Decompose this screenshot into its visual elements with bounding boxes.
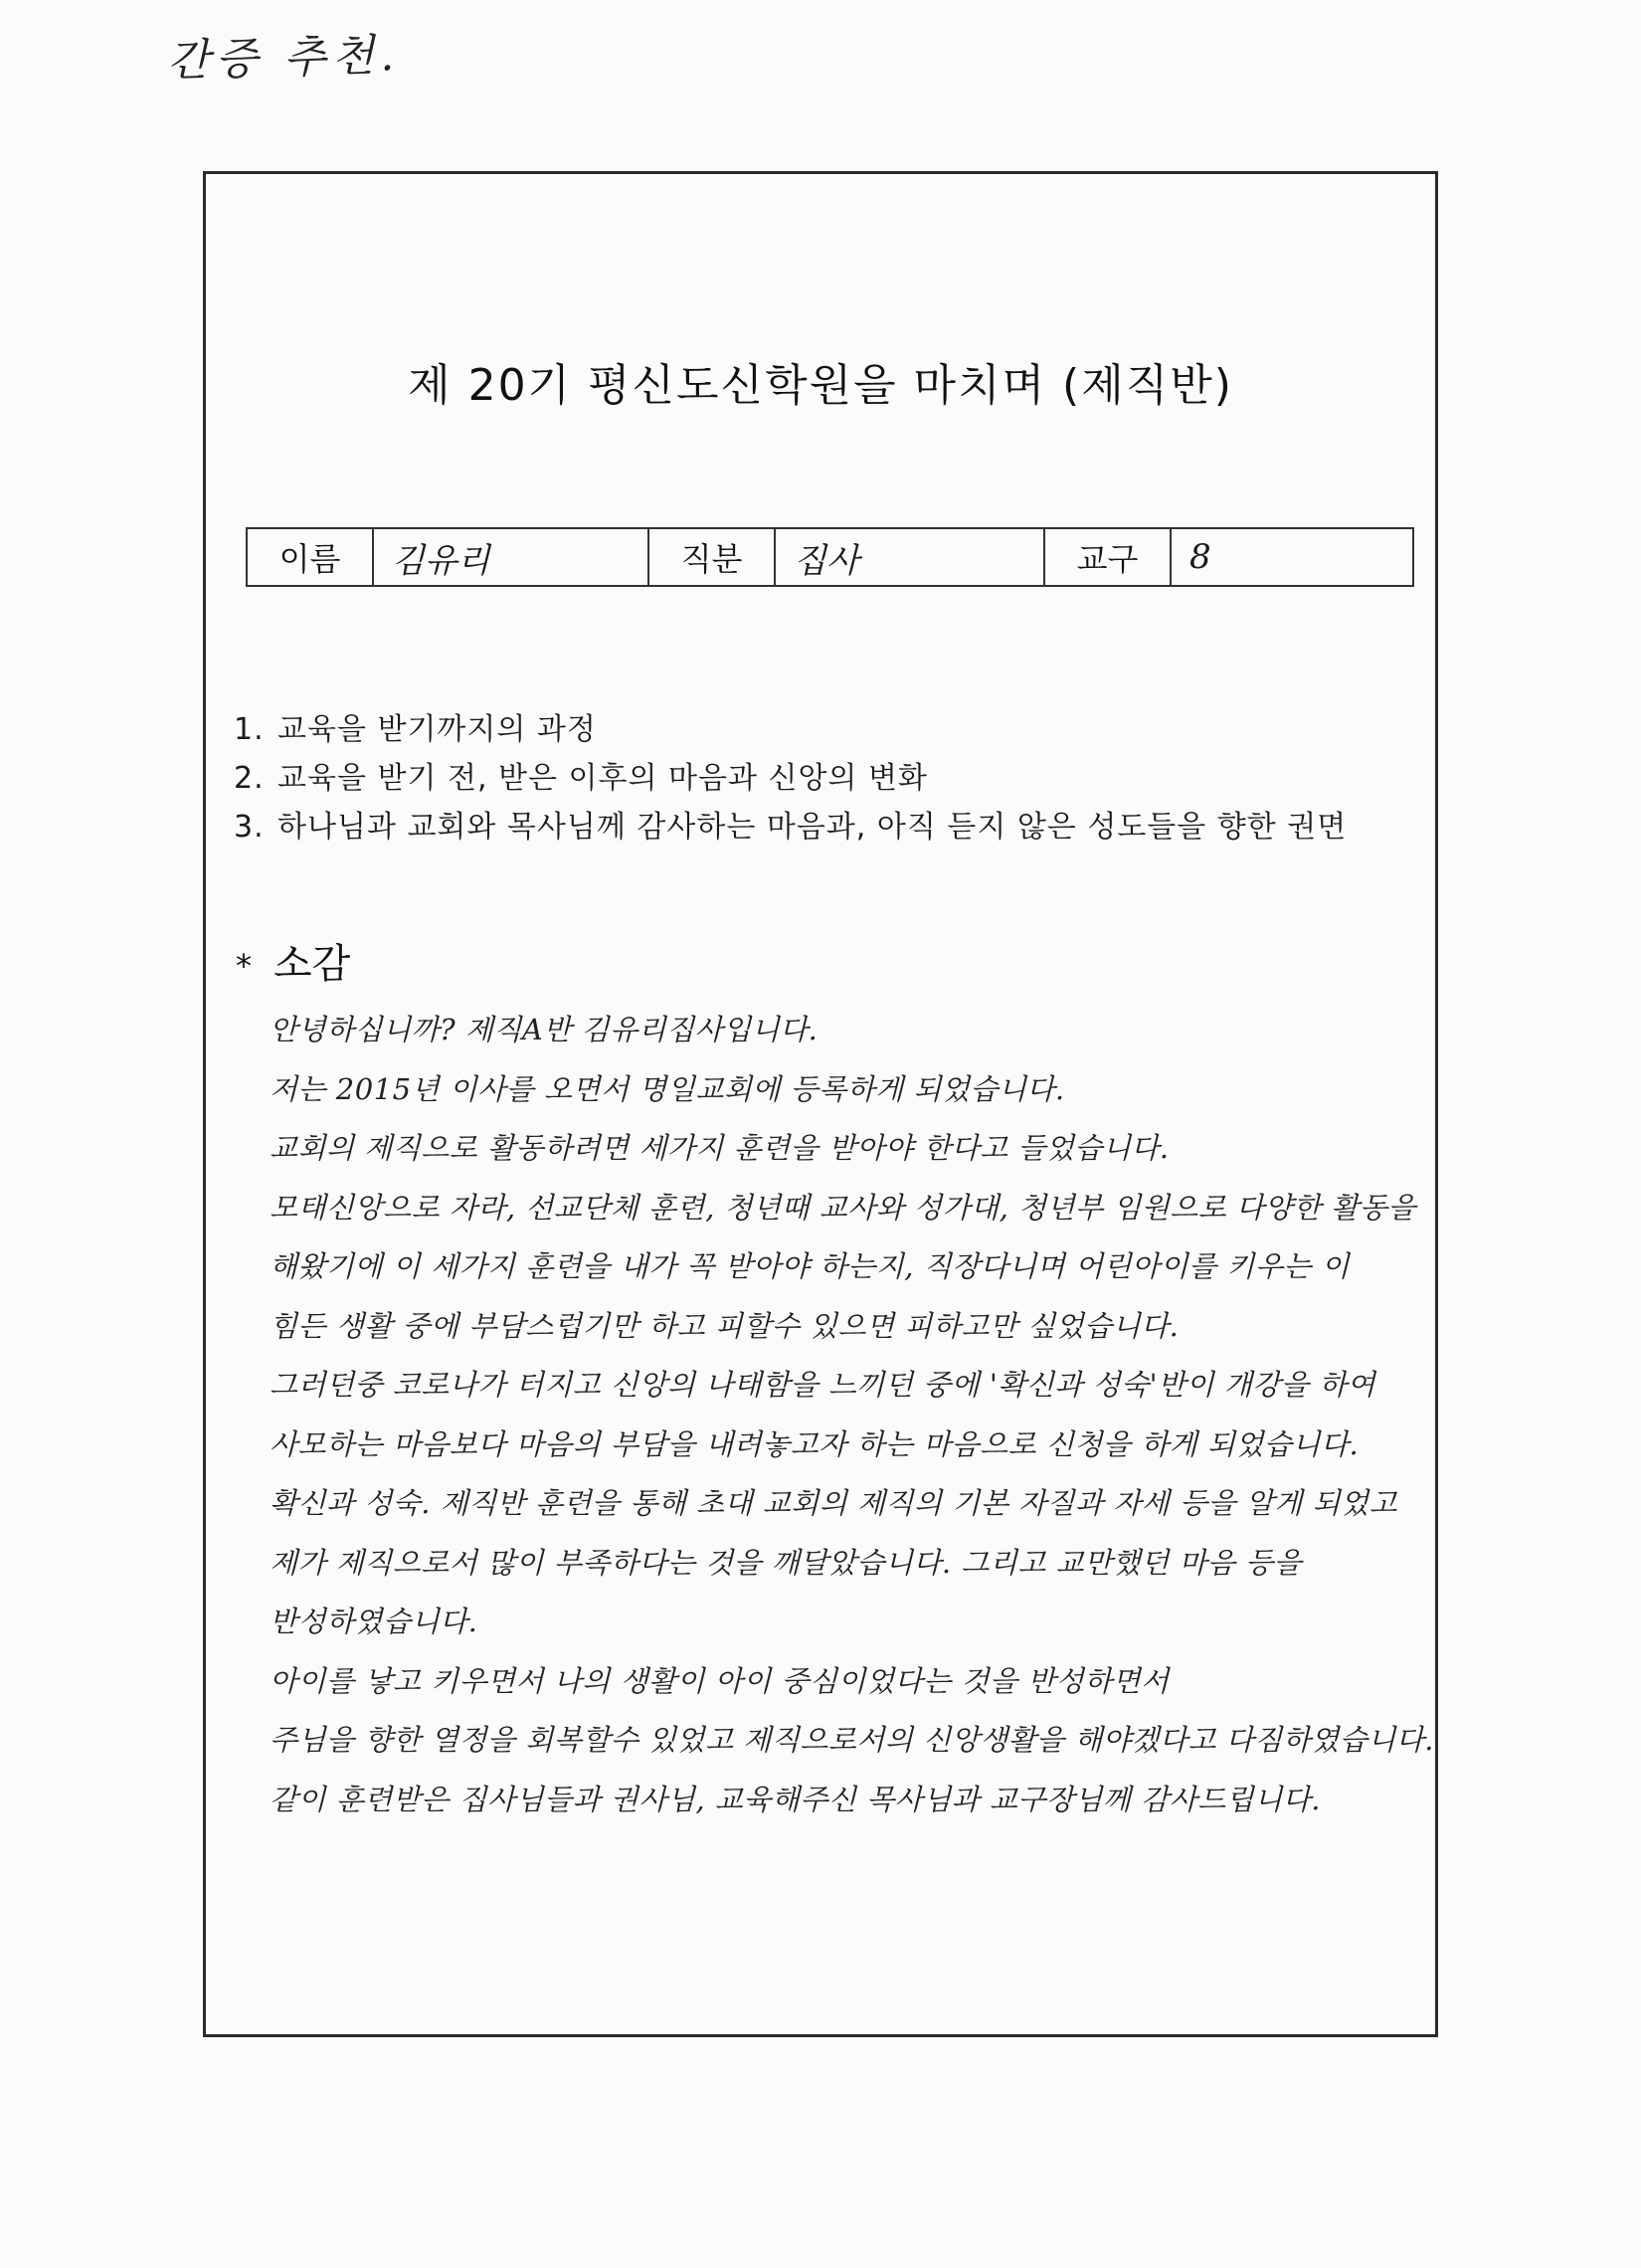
name-value: 김유리	[373, 528, 648, 586]
question-text: 교육을 받기 전, 받은 이후의 마음과 신앙의 변화	[277, 761, 928, 796]
essay-line: 안녕하십니까? 제직A반 김유리집사입니다.	[270, 1013, 819, 1046]
form-frame	[203, 171, 1438, 2037]
handwritten-header-note: 간증 추천.	[166, 29, 401, 88]
essay-line: 교회의 제직으로 활동하려면 세가지 훈련을 받아야 한다고 들었습니다.	[270, 1131, 1170, 1165]
name-label: 이름	[247, 528, 373, 586]
essay-line: 사모하는 마음보다 마음의 부담을 내려놓고자 하는 마음으로 신청을 하게 되었습니다.	[270, 1426, 1360, 1461]
info-row	[247, 528, 1413, 586]
question-text: 교육을 받기까지의 과정	[277, 712, 597, 747]
info-table	[246, 527, 1414, 587]
essay-line: 힘든 생활 중에 부담스럽기만 하고 피할수 있으면 피하고만 싶었습니다.	[270, 1308, 1180, 1343]
question-item	[234, 803, 1407, 851]
essay-line: 아이를 낳고 키우면서 나의 생활이 아이 중심이었다는 것을 반성하면서	[270, 1663, 1170, 1698]
district-label: 교구	[1044, 528, 1171, 586]
asterisk-icon: *	[236, 947, 252, 985]
essay-line: 그러던중 코로나가 터지고 신앙의 나태함을 느끼던 중에 '확신과 성숙'반이 개강을 하여	[270, 1368, 1376, 1402]
question-list	[234, 705, 1407, 851]
question-number: 1.	[234, 712, 265, 747]
essay-line: 제가 제직으로서 많이 부족하다는 것을 깨달았습니다. 그리고 교만했던 마음 등을	[270, 1545, 1303, 1580]
section-heading	[236, 932, 350, 989]
essay-line: 해왔기에 이 세가지 훈련을 내가 꼭 받아야 하는지, 직장다니며 어린아이를 키우는 이	[270, 1249, 1351, 1283]
section-title: 소감	[274, 941, 351, 987]
question-text: 하나님과 교회와 목사님께 감사하는 마음과, 아직 듣지 않은 성도들을 향한 권면	[277, 810, 1348, 845]
essay-line: 반성하였습니다.	[270, 1605, 478, 1638]
essay-line: 모태신앙으로 자라, 선교단체 훈련, 청년때 교사와 성가대, 청년부 임원으로 다양한 활동을	[270, 1190, 1416, 1225]
district-value: 8	[1171, 528, 1413, 586]
form-title: 제 20기 평신도신학원을 마치며 (제직반)	[408, 360, 1233, 411]
question-number: 2.	[234, 761, 265, 796]
essay-line: 확신과 성숙. 제직반 훈련을 통해 초대 교회의 제직의 기본 자질과 자세 등을 알게 되었고	[270, 1486, 1398, 1520]
position-value: 집사	[775, 528, 1044, 586]
essay-line: 주님을 향한 열정을 회복할수 있었고 제직으로서의 신앙생활을 해야겠다고 다짐하였습니다.	[270, 1723, 1434, 1757]
position-label: 직분	[648, 528, 775, 586]
handwritten-essay	[270, 1008, 1434, 1836]
essay-line: 저는 2015년 이사를 오면서 명일교회에 등록하게 되었습니다.	[270, 1071, 1065, 1106]
question-item	[234, 705, 1407, 754]
essay-line: 같이 훈련받은 집사님들과 권사님, 교육해주신 목사님과 교구장님께 감사드립니다.	[270, 1782, 1321, 1816]
question-item	[234, 754, 1407, 803]
question-number: 3.	[234, 810, 265, 845]
